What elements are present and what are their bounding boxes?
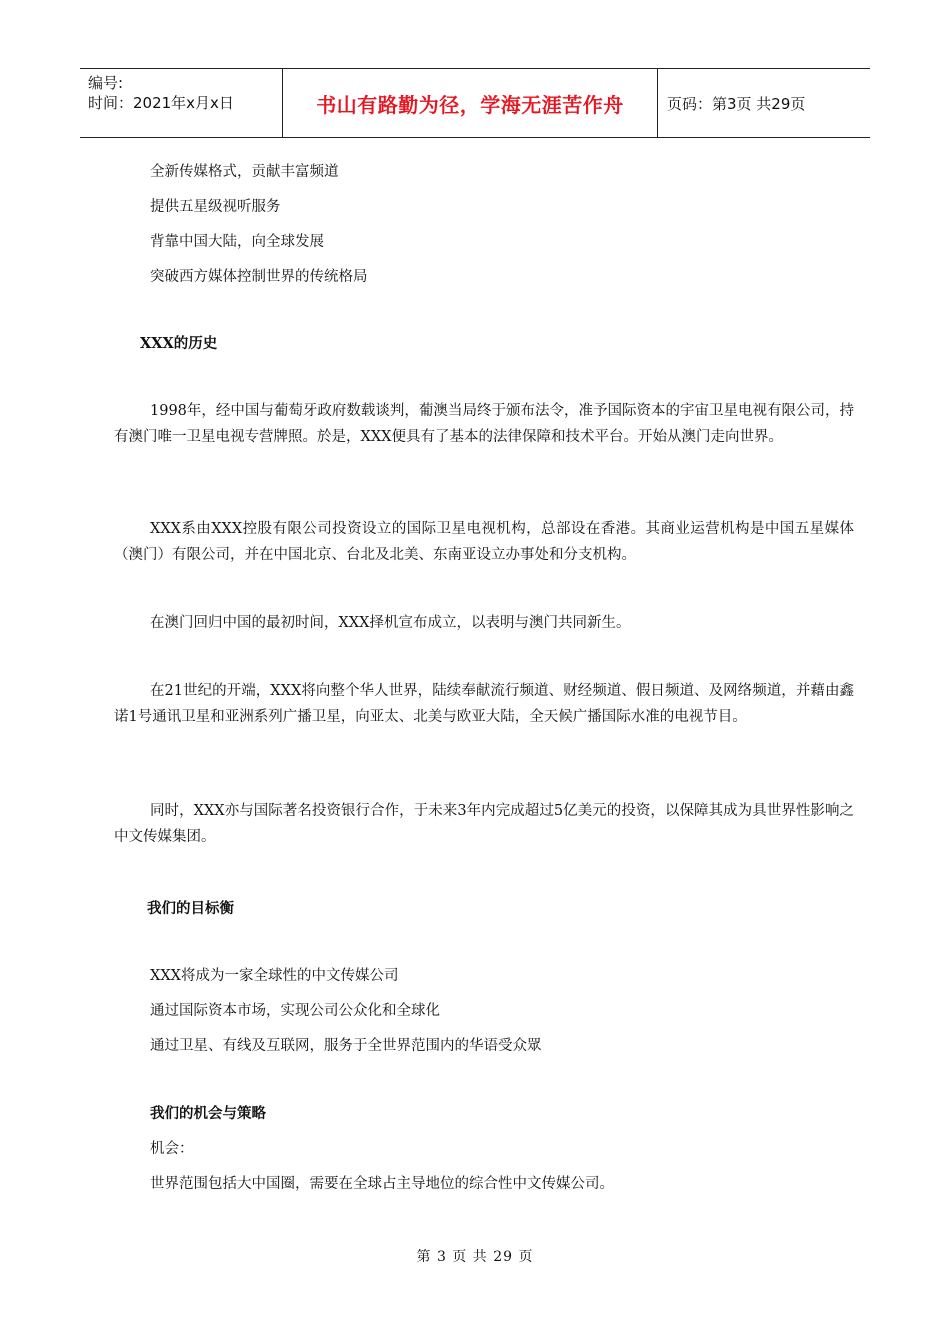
history-paragraph: 在澳门回归中国的最初时间，XXX择机宣布成立，以表明与澳门共同新生。 <box>150 615 631 631</box>
intro-line: 突破西方媒体控制世界的传统格局 <box>150 269 368 285</box>
goal-item: 通过国际资本市场，实现公司公众化和全球化 <box>150 1003 440 1019</box>
history-paragraph: 1998年，经中国与葡萄牙政府数载谈判，葡澳当局终于颁布法令，准予国际资本的宇宙卫星电视有限公司，持有澳门唯一卫星电视专营牌照。於是，XXX便具有了基本的法律保障和技术平台。开始从澳门走向世界。 <box>114 403 854 445</box>
header-page-info: 页码：第3页 共29页 <box>667 94 806 113</box>
history-paragraph: 在21世纪的开端，XXX将向整个华人世界，陆续奉献流行频道、财经频道、假日频道、及网络频道，并藉由鑫诺1号通讯卫星和亚洲系列广播卫星，向亚太、北美与欧亚大陆，全天候广播国际水准的电视节目。 <box>114 683 854 725</box>
goal-item: 通过卫星、有线及互联网，服务于全世界范围内的华语受众眾 <box>150 1038 542 1054</box>
page-footer: 第 3 页 共 29 页 <box>416 1249 534 1265</box>
intro-line: 背靠中国大陆，向全球发展 <box>150 234 324 250</box>
opportunity-text: 世界范围包括大中国圈，需要在全球占主导地位的综合性中文传媒公司。 <box>150 1176 614 1192</box>
history-paragraph: XXX系由XXX控股有限公司投资设立的国际卫星电视机构，总部设在香港。其商业运营机构是中国五星媒体（澳门）有限公司，并在中国北京、台北及北美、东南亚设立办事处和分支机构。 <box>114 521 854 563</box>
page-header <box>80 68 870 138</box>
document-number-label: 编号: <box>88 74 124 92</box>
opportunity-label: 机会： <box>150 1141 194 1157</box>
intro-line: 全新传媒格式，贡献丰富频道 <box>150 164 339 180</box>
goal-item: XXX将成为一家全球性的中文传媒公司 <box>150 968 399 984</box>
header-meta <box>88 73 278 113</box>
section-heading-goals: 我们的目标衡 <box>147 900 234 917</box>
header-divider <box>657 69 658 137</box>
section-heading-strategy: 我们的机会与策略 <box>150 1105 266 1122</box>
header-motto: 书山有路勤为径，学海无涯苦作舟 <box>316 92 624 117</box>
section-heading-history: XXX的历史 <box>140 335 218 352</box>
document-date: 时间：2021年x月x日 <box>88 94 234 112</box>
intro-line: 提供五星级视听服务 <box>150 199 281 215</box>
history-paragraph: 同时，XXX亦与国际著名投资银行合作，于未来3年内完成超过5亿美元的投资，以保障其成为具世界性影响之中文传媒集团。 <box>114 803 854 845</box>
